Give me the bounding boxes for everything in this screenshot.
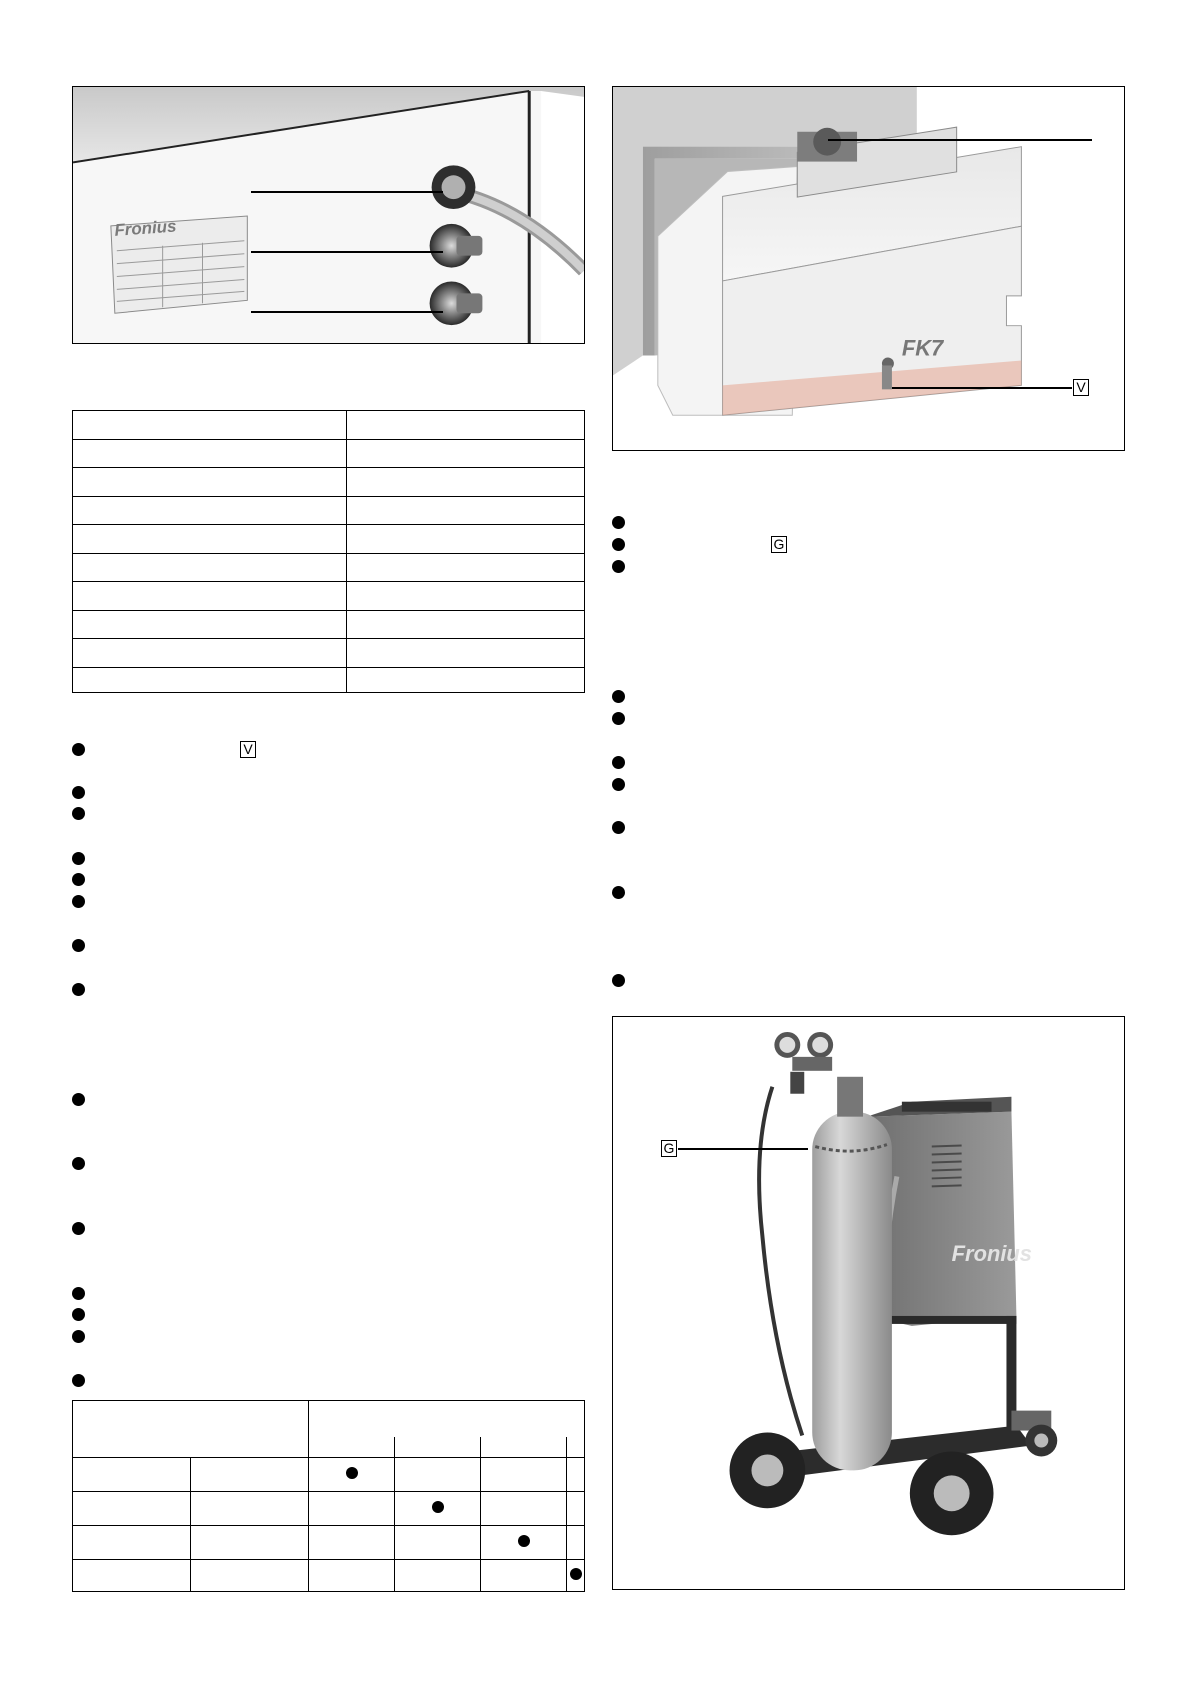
table-row	[73, 1526, 585, 1560]
table-cell	[481, 1492, 567, 1526]
table-cell	[567, 1526, 585, 1560]
bullet-point	[72, 1308, 85, 1321]
spec-table	[72, 410, 585, 693]
table-cell	[73, 1560, 191, 1592]
table-cell	[567, 1458, 585, 1492]
bullet-point	[612, 690, 625, 703]
table-row	[73, 1492, 585, 1526]
valve-label-box: V	[240, 741, 256, 758]
unit-model-text: FK7	[901, 335, 944, 361]
bullet-point	[612, 778, 625, 791]
table-row	[73, 468, 585, 497]
bullet-point	[72, 786, 85, 799]
bullet-point	[612, 821, 625, 834]
table-cell	[73, 1458, 191, 1492]
bullet-point	[72, 1374, 85, 1387]
bullet-point	[72, 1222, 85, 1235]
table-row	[73, 611, 585, 639]
bullet-point	[72, 852, 85, 865]
gas-cylinder-label-box: G	[661, 1140, 677, 1157]
table-cell	[309, 1526, 395, 1560]
table-row	[73, 1560, 585, 1592]
table-row	[73, 497, 585, 525]
table-row	[73, 639, 585, 668]
table-cell	[567, 1492, 585, 1526]
rear-panel-photo	[72, 86, 585, 344]
bullet-point	[612, 560, 625, 573]
table-cell	[73, 1526, 191, 1560]
bullet-point	[72, 1287, 85, 1300]
table-row	[73, 582, 585, 611]
table-cell	[395, 1458, 481, 1492]
selection-dot	[432, 1501, 444, 1513]
table-cell	[395, 1560, 481, 1592]
table-cell	[73, 1492, 191, 1526]
selection-dot	[346, 1467, 358, 1479]
table-cell	[191, 1458, 309, 1492]
table-cell	[191, 1560, 309, 1592]
bullet-point	[72, 939, 85, 952]
table-cell	[481, 1458, 567, 1492]
table-cell	[191, 1492, 309, 1526]
table-cell	[309, 1458, 395, 1492]
table-cell	[191, 1526, 309, 1560]
callout-line-valve	[892, 387, 1072, 389]
bullet-point	[612, 756, 625, 769]
callout-line-middle-connector	[251, 251, 443, 253]
bullet-point	[72, 1093, 85, 1106]
callout-line-cooling-top	[828, 139, 1092, 141]
bullet-point	[72, 873, 85, 886]
table-cell	[395, 1526, 481, 1560]
callout-line-lower-connector	[251, 311, 443, 313]
table-header-row	[73, 1401, 585, 1437]
bullet-point	[612, 538, 625, 551]
bullet-point	[612, 974, 625, 987]
bullet-point	[612, 712, 625, 725]
table-row	[73, 668, 585, 693]
bullet-point	[72, 1330, 85, 1343]
logo-text: Fronius	[113, 216, 178, 240]
bullet-point	[72, 743, 85, 756]
table-cell	[309, 1492, 395, 1526]
callout-line-gas-cylinder	[678, 1148, 808, 1150]
table-row	[73, 1458, 585, 1492]
table-row	[73, 440, 585, 468]
welding-cart-photo	[612, 1016, 1125, 1590]
selection-table	[72, 1400, 585, 1592]
bullet-point	[72, 895, 85, 908]
table-cell	[481, 1560, 567, 1592]
bullet-point	[72, 1157, 85, 1170]
cart-logo-text: Fronius	[951, 1241, 1032, 1267]
bullet-point	[72, 983, 85, 996]
table-cell	[481, 1526, 567, 1560]
table-cell	[567, 1560, 585, 1592]
selection-dot	[570, 1568, 582, 1580]
bullet-point	[612, 516, 625, 529]
valve-label-box: V	[1073, 379, 1089, 396]
gas-cylinder-label-box: G	[771, 536, 787, 553]
table-row	[73, 554, 585, 582]
bullet-point	[612, 886, 625, 899]
selection-dot	[518, 1535, 530, 1547]
table-cell	[309, 1560, 395, 1592]
table-row	[73, 525, 585, 554]
table-row	[73, 411, 585, 440]
bullet-point	[72, 807, 85, 820]
table-cell	[395, 1492, 481, 1526]
callout-line-upper-connector	[251, 191, 443, 193]
